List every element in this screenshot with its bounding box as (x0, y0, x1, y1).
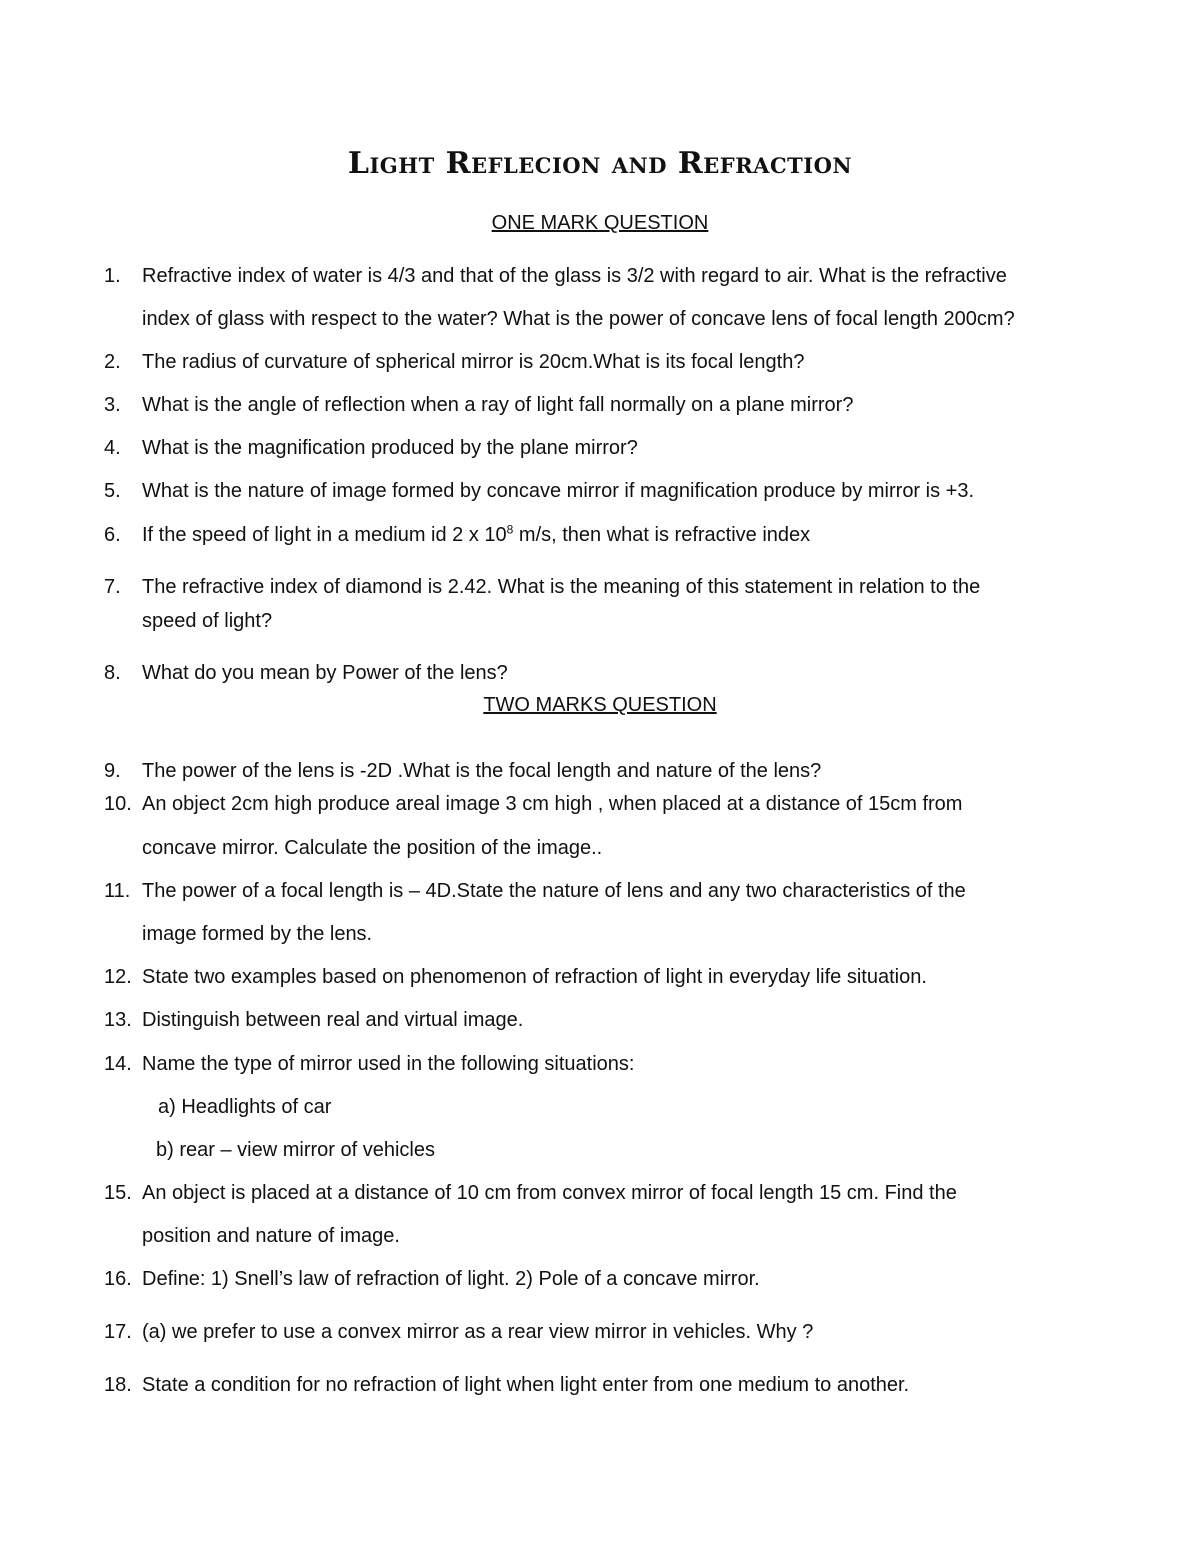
question-number: 5. (104, 480, 121, 502)
question-number: 3. (104, 394, 121, 416)
question-text: An object is placed at a distance of 10 cm from convex mirror of focal length 15 cm. Find the (142, 1182, 957, 1204)
question-text: What is the angle of reflection when a ray of light fall normally on a plane mirror? (142, 394, 854, 416)
question-text: speed of light? (142, 610, 273, 632)
question-number: 13. (104, 1009, 132, 1031)
question-text: The refractive index of diamond is 2.42. What is the meaning of this statement in relation to the (142, 576, 981, 598)
exponent: 8 (506, 522, 514, 537)
question-number: 11. (104, 880, 131, 902)
question-text-part: If the speed of light in a medium id 2 x 10 (142, 524, 507, 546)
question-text: The radius of curvature of spherical mirror is 20cm.What is its focal length? (142, 351, 805, 373)
question-text: Distinguish between real and virtual image. (142, 1009, 524, 1031)
question-number: 4. (104, 437, 121, 459)
question-text: What is the magnification produced by the plane mirror? (142, 437, 638, 459)
section-heading-two-marks: TWO MARKS QUESTION (483, 694, 717, 716)
question-number: 6. (104, 524, 121, 546)
question-text: image formed by the lens. (142, 923, 373, 945)
question-number: 15. (104, 1182, 132, 1204)
question-number: 12. (104, 966, 132, 988)
question-text: Define: 1) Snell’s law of refraction of light. 2) Pole of a concave mirror. (142, 1268, 760, 1290)
question-number: 7. (104, 576, 121, 598)
question-text-part: m/s, then what is refractive index (513, 524, 811, 546)
question-text: An object 2cm high produce areal image 3 cm high , when placed at a distance of 15cm from (142, 793, 963, 815)
question-number: 2. (104, 351, 121, 373)
question-text: (a) we prefer to use a convex mirror as a rear view mirror in vehicles. Why ? (142, 1321, 814, 1343)
question-number: 17. (104, 1321, 132, 1343)
sub-item: a) Headlights of car (158, 1096, 332, 1118)
question-text: concave mirror. Calculate the position of the image.. (142, 837, 603, 859)
question-text: position and nature of image. (142, 1225, 400, 1247)
question-text: What is the nature of image formed by concave mirror if magnification produce by mirror is +3. (142, 480, 975, 502)
question-number: 10. (104, 793, 132, 815)
sub-item: b) rear – view mirror of vehicles (156, 1139, 435, 1161)
question-text (142, 524, 810, 547)
page-title: Light Reflecion and Refraction (347, 146, 853, 181)
question-text: State a condition for no refraction of light when light enter from one medium to another. (142, 1374, 910, 1396)
question-text: Refractive index of water is 4/3 and that of the glass is 3/2 with regard to air. What is the refractive (142, 265, 1007, 287)
question-number: 1. (104, 265, 121, 287)
question-text: What do you mean by Power of the lens? (142, 662, 508, 684)
question-text: The power of a focal length is – 4D.State the nature of lens and any two characteristics of the (142, 880, 966, 902)
question-text: Name the type of mirror used in the following situations: (142, 1053, 635, 1075)
question-text: index of glass with respect to the water? What is the power of concave lens of focal length 200cm? (142, 308, 1015, 330)
question-number: 8. (104, 662, 121, 684)
question-number: 9. (104, 760, 121, 782)
question-text: State two examples based on phenomenon of refraction of light in everyday life situation. (142, 966, 927, 988)
question-text: The power of the lens is -2D .What is the focal length and nature of the lens? (142, 760, 822, 782)
question-number: 14. (104, 1053, 132, 1075)
section-heading-one-mark: ONE MARK QUESTION (491, 212, 709, 234)
question-number: 18. (104, 1374, 132, 1396)
question-number: 16. (104, 1268, 132, 1290)
